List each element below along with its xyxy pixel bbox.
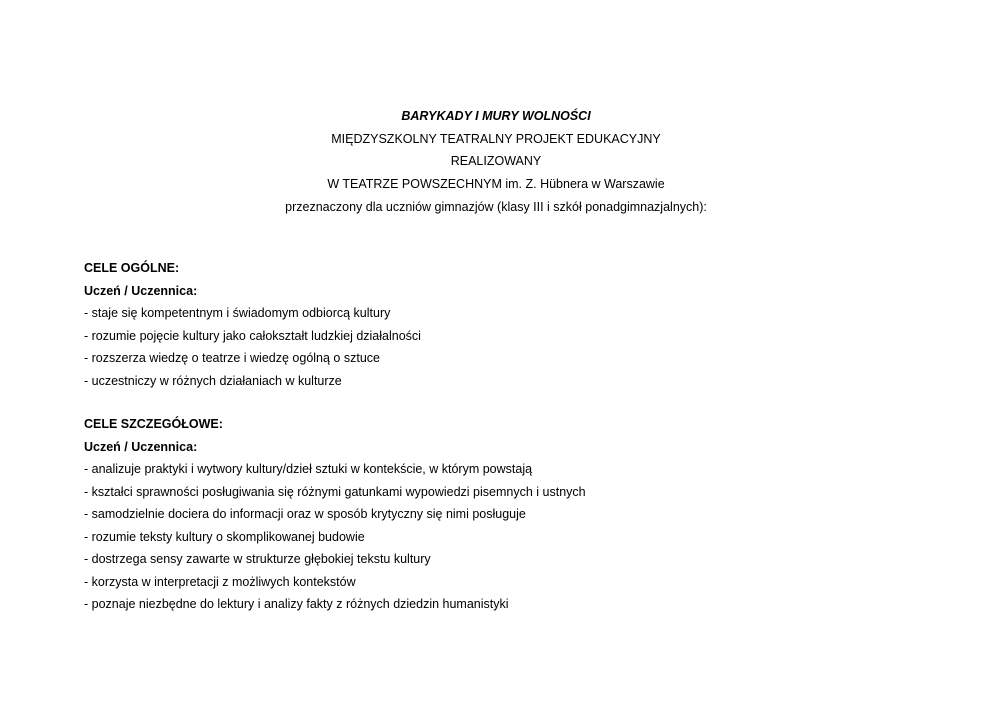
list-item: - rozumie teksty kultury o skomplikowanej budowie (84, 529, 365, 544)
general-goals-section (84, 257, 944, 392)
list-item: - uczestniczy w różnych działaniach w kulturze (84, 373, 342, 388)
list-item: - korzysta w interpretacji z możliwych kontekstów (84, 574, 356, 589)
list-item: - kształci sprawności posługiwania się różnymi gatunkami wypowiedzi pisemnych i ustnych (84, 484, 586, 499)
specific-goals-subject: Uczeń / Uczennica: (84, 439, 198, 454)
specific-goals-section (84, 413, 944, 616)
list-item: - rozumie pojęcie kultury jako całokształt ludzkiej działalności (84, 328, 421, 343)
header-line-realized: REALIZOWANY (450, 154, 542, 169)
header-line-theatre: W TEATRZE POWSZECHNYM im. Z. Hübnera w Warszawie (327, 177, 665, 192)
list-item: - poznaje niezbędne do lektury i analizy fakty z różnych dziedzin humanistyki (84, 597, 509, 611)
document-header (0, 105, 992, 218)
list-item: - staje się kompetentnym i świadomym odbiorcą kultury (84, 306, 391, 320)
list-item: - analizuje praktyki i wytwory kultury/dzieł sztuki w kontekście, w którym powstają (84, 462, 533, 476)
list-item: - samodzielnie dociera do informacji oraz w sposób krytyczny się nimi posługuje (84, 507, 526, 521)
specific-goals-heading: CELE SZCZEGÓŁOWE: (84, 417, 223, 431)
document-subtitle: MIĘDZYSZKOLNY TEATRALNY PROJEKT EDUKACYJNY (331, 131, 661, 146)
list-item: - dostrzega sensy zawarte w strukturze głębokiej tekstu kultury (84, 552, 431, 566)
general-goals-subject: Uczeń / Uczennica: (84, 283, 198, 298)
document-title: BARYKADY I MURY WOLNOŚCI (401, 109, 591, 123)
general-goals-heading: CELE OGÓLNE: (84, 261, 180, 275)
header-line-audience: przeznaczony dla uczniów gimnazjów (klasy III i szkół ponadgimnazjalnych): (285, 199, 707, 214)
list-item: - rozszerza wiedzę o teatrze i wiedzę ogólną o sztuce (84, 351, 380, 365)
